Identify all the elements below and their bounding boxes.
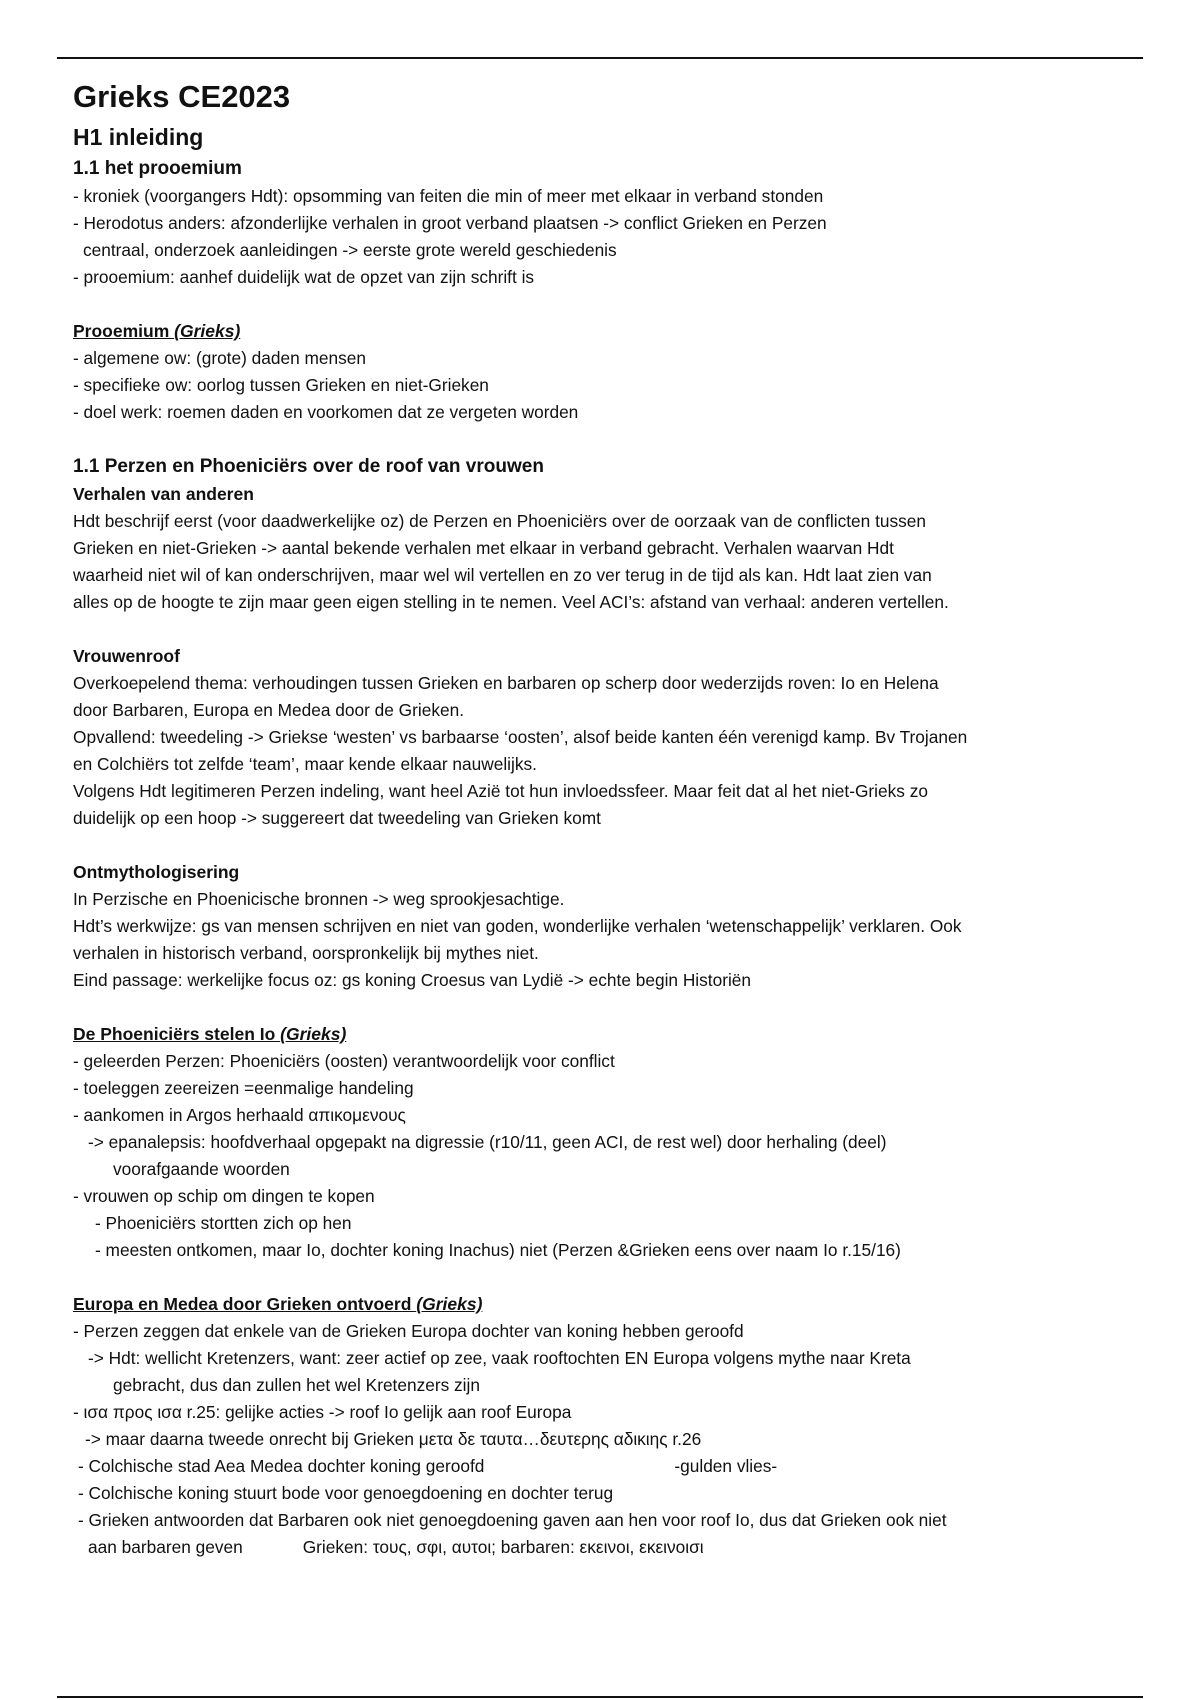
section-heading-prooemium: 1.1 het prooemium <box>73 158 242 179</box>
text-line: en Colchiërs tot zelfde ‘team’, maar kende elkaar nauwelijks. <box>73 754 537 774</box>
text-line: Eind passage: werkelijke focus oz: gs koning Croesus van Lydië -> echte begin Historiën <box>73 970 752 990</box>
chapter-heading: H1 inleiding <box>73 124 204 150</box>
text-line: alles op de hoogte te zijn maar geen eigen stelling in te nemen. Veel ACI’s: afstand van verhaal: anderen vertellen. <box>73 592 949 612</box>
text-line: verhalen in historisch verband, oorspronkelijk bij mythes niet. <box>73 943 539 963</box>
text-line: - specifieke ow: oorlog tussen Grieken en niet-Grieken <box>73 375 489 395</box>
text-line: gebracht, dus dan zullen het wel Kretenzers zijn <box>113 1375 480 1395</box>
text-line: - kroniek (voorgangers Hdt): opsomming van feiten die min of meer met elkaar in verband stonden <box>73 186 824 206</box>
text-line: Grieken en niet-Grieken -> aantal bekende verhalen met elkaar in verband gebracht. Verhalen waarvan Hdt <box>73 538 894 558</box>
text-line: centraal, onderzoek aanleidingen -> eerste grote wereld geschiedenis <box>83 240 617 260</box>
text-line: -> epanalepsis: hoofdverhaal opgepakt na digressie (r10/11, geen ACI, de rest wel) door herhaling (deel) <box>88 1132 887 1152</box>
text-line: door Barbaren, Europa en Medea door de Grieken. <box>73 700 464 720</box>
text-line: waarheid niet wil of kan onderschrijven, maar wel wil vertellen en zo ver terug in de tijd als kan. Hdt laat zien van <box>73 565 932 585</box>
text-line: Opvallend: tweedeling -> Griekse ‘westen’ vs barbaarse ‘oosten’, alsof beide kanten één verenigd kamp. Bv Trojanen <box>73 727 968 747</box>
text-line: voorafgaande woorden <box>113 1159 290 1179</box>
subheading-phoeniciers-grieks: De Phoeniciërs stelen Io (Grieks) <box>73 1024 347 1044</box>
text-line: - Phoeniciërs stortten zich op hen <box>95 1213 352 1233</box>
text-line: - vrouwen op schip om dingen te kopen <box>73 1186 375 1206</box>
text-line: - algemene ow: (grote) daden mensen <box>73 348 366 368</box>
text-line: In Perzische en Phoenicische bronnen -> weg sprookjesachtige. <box>73 889 565 909</box>
document-title: Grieks CE2023 <box>73 79 291 114</box>
text-line: aan barbaren geven Grieken: τους, σφι, αυτοι; barbaren: εκεινοι, εκεινοισι <box>88 1537 704 1557</box>
top-rule <box>57 57 1143 59</box>
bottom-rule <box>57 1696 1143 1698</box>
subheading-europa-grieks: Europa en Medea door Grieken ontvoerd (Grieks) <box>73 1294 483 1314</box>
text-line: -> Hdt: wellicht Kretenzers, want: zeer actief op zee, vaak rooftochten EN Europa volgens mythe naar Kreta <box>88 1348 911 1368</box>
text-line: - Herodotus anders: afzonderlijke verhalen in groot verband plaatsen -> conflict Grieken en Perzen <box>73 213 827 233</box>
text-line: - toeleggen zeereizen =eenmalige handeling <box>73 1078 414 1098</box>
text-line: -> maar daarna tweede onrecht bij Grieken μετα δε ταυτα…δευτερης αδικιης r.26 <box>85 1429 702 1449</box>
subheading-vrouwenroof: Vrouwenroof <box>73 646 180 666</box>
text-line: - doel werk: roemen daden en voorkomen dat ze vergeten worden <box>73 402 579 422</box>
text-line: - Colchische stad Aea Medea dochter koning geroofd -gulden vlies- <box>78 1456 778 1476</box>
text-line: - ισα προς ισα r.25: gelijke acties -> roof Io gelijk aan roof Europa <box>73 1402 572 1422</box>
text-line: - meesten ontkomen, maar Io, dochter koning Inachus) niet (Perzen &Grieken eens over naam Io r.15/16) <box>95 1240 901 1260</box>
text-line: Overkoepelend thema: verhoudingen tussen Grieken en barbaren op scherp door wederzijds roven: Io en Helena <box>73 673 939 693</box>
text-line: Volgens Hdt legitimeren Perzen indeling, want heel Azië tot hun invloedssfeer. Maar feit dat al het niet-Grieks zo <box>73 781 928 801</box>
section-heading-perzen: 1.1 Perzen en Phoeniciërs over de roof van vrouwen <box>73 456 544 477</box>
text-line: - Grieken antwoorden dat Barbaren ook niet genoegdoening gaven aan hen voor roof Io, dus dat Grieken ook niet <box>78 1510 947 1530</box>
text-line: Hdt’s werkwijze: gs van mensen schrijven en niet van goden, wonderlijke verhalen ‘wetenschappelijk’ verklaren. Ook <box>73 916 962 936</box>
text-line: - Colchische koning stuurt bode voor genoegdoening en dochter terug <box>78 1483 614 1503</box>
subheading-prooemium-grieks: Prooemium (Grieks) <box>73 321 241 341</box>
text-line: - geleerden Perzen: Phoeniciërs (oosten) verantwoordelijk voor conflict <box>73 1051 615 1071</box>
text-line: - Perzen zeggen dat enkele van de Grieken Europa dochter van koning hebben geroofd <box>73 1321 744 1341</box>
text-line: - aankomen in Argos herhaald απικομενους <box>73 1105 406 1125</box>
document-page <box>73 74 1133 1561</box>
text-line: Hdt beschrijf eerst (voor daadwerkelijke oz) de Perzen en Phoeniciërs over de oorzaak van de conflicten tussen <box>73 511 926 531</box>
text-line: - prooemium: aanhef duidelijk wat de opzet van zijn schrift is <box>73 267 535 287</box>
subheading-verhalen: Verhalen van anderen <box>73 484 254 504</box>
subheading-ontmythologisering: Ontmythologisering <box>73 862 240 882</box>
text-line: duidelijk op een hoop -> suggereert dat tweedeling van Grieken komt <box>73 808 601 828</box>
